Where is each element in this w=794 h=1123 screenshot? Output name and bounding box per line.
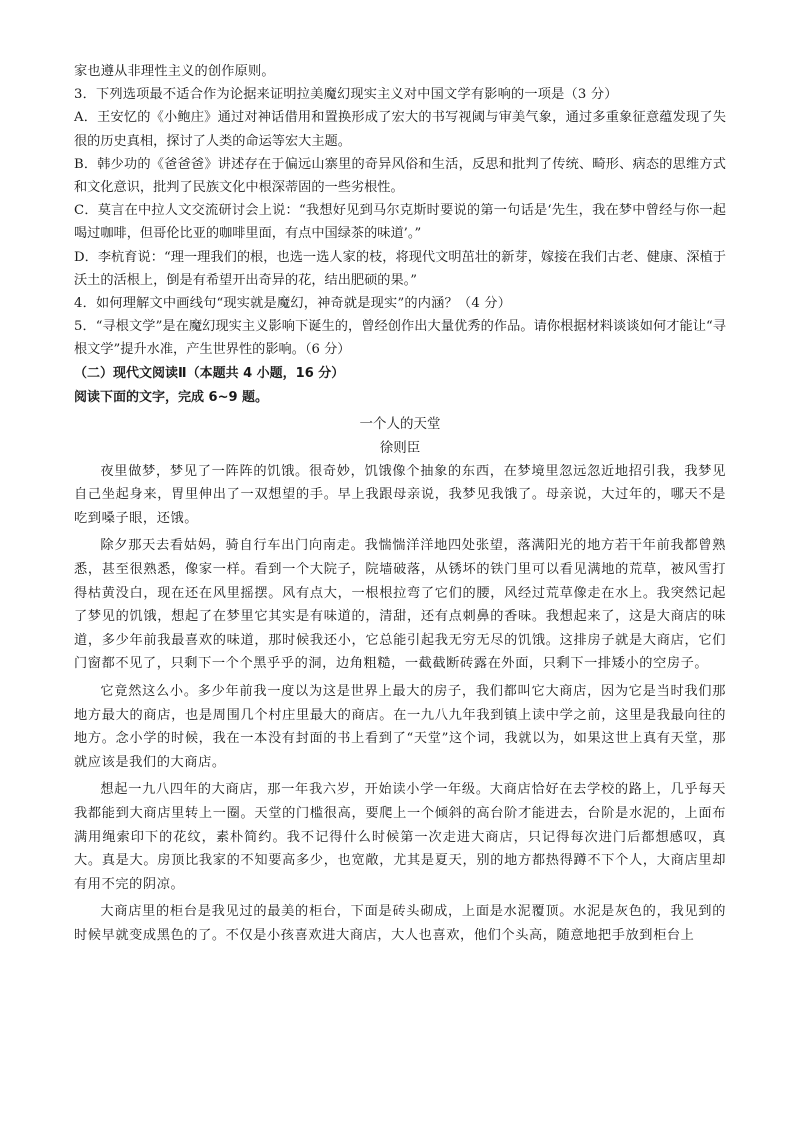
story-title: 一个人的天堂 bbox=[359, 415, 441, 432]
question-3 bbox=[74, 83, 726, 292]
story-paragraph: 它竟然这么小。多少年前我一度以为这是世界上最大的房子，我们都叫它大商店，因为它是当时我们那地方最大的商店，也是周围几个村庄里最大的商店。在一九八九年我到镇上读中学之前，这里是我最向往的地方。念小学的时候，我在一本没有封面的书上看到了“天堂”这个词，我就以为，如果这世上真有天堂，那就应该是我们的大商店。 bbox=[74, 683, 726, 770]
story-author: 徐则臣 bbox=[379, 439, 421, 456]
section-instruction: 阅读下面的文字，完成 6~9 题。 bbox=[74, 389, 269, 405]
story-paragraph: 大商店里的柜台是我见过的最美的柜台，下面是砖头砌成，上面是水泥覆顶。水泥是灰色的，我见到的时候早就变成黑色的了。不仅是小孩喜欢进大商店，大人也喜欢，他们个头高，随意地把手放到柜台上 bbox=[74, 904, 726, 943]
document-page bbox=[74, 60, 726, 952]
option-d: D．李杭育说：“理一理我们的根，也选一选人家的枝，将现代文明茁壮的新芽，嫁接在我们古老、健康、深植于沃土的活根上，倒是有希望开出奇异的花，结出肥硕的果。” bbox=[74, 249, 726, 288]
question-5: 5．“寻根文学”是在魔幻现实主义影响下诞生的，曾经创作出大量优秀的作品。请你根据材料谈谈如何才能让“寻根文学”提升水准，产生世界性的影响。（6 分） bbox=[74, 319, 726, 358]
option-b: B．韩少功的《爸爸爸》讲述存在于偏远山寨里的奇异风俗和生活，反思和批判了传统、畸形、病态的思维方式和文化意识，批判了民族文化中根深蒂固的一些劣根性。 bbox=[74, 156, 726, 196]
option-c: C．莫言在中拉人文交流研讨会上说：“我想好见到马尔克斯时要说的第一句话是‘先生，我在梦中曾经与你一起喝过咖啡，但哥伦比亚的咖啡里面，有点中国绿茶的味道’。” bbox=[74, 203, 726, 242]
question-4: 4．如何理解文中画线句“现实就是魔幻，神奇就是现实”的内涵？（4 分） bbox=[74, 296, 512, 312]
intro-line: 家也遵从非理性主义的创作原则。 bbox=[74, 64, 275, 79]
story-paragraph: 想起一九八四年的大商店，那一年我六岁，开始读小学一年级。大商店恰好在去学校的路上，几乎每天我都能到大商店里转上一圈。天堂的门槛很高，要爬上一个倾斜的高台阶才能进去，台阶是水泥的，上面布满用绳索印下的花纹，素朴简约。我不记得什么时候第一次走进大商店，只记得每次进门后都想感叹，真大。真是大。房顶比我家的不知要高多少，也宽敞，尤其是夏天，别的地方都热得蹲不下个人，大商店里却有用不完的阴凉。 bbox=[74, 782, 726, 892]
story-paragraph: 除夕那天去看姑妈，骑自行车出门向南走。我惴惴洋洋地四处张望，落满阳光的地方若干年前我都曾熟悉，甚至很熟悉，像家一样。看到一个大院子，院墙破落，从锈坏的铁门里可以看见满地的荒草，被风雪打得枯黄没白，现在还在风里摇摆。风有点大，一根根拉弯了它们的腰，风经过荒草像走在水上。我突然记起了梦见的饥饿，想起了在梦里它其实是有味道的，清甜，还有点刺鼻的香味。我想起来了，这是大商店的味道，多少年前我最喜欢的味道，那时候我还小，它总能引起我无穷无尽的饥饿。这排房子就是大商店，它们门窗都不见了，只剩下一个个黑乎乎的洞，边角粗糙，一截截断砖露在外面，只剩下一排矮小的空房子。 bbox=[74, 538, 726, 672]
section-heading: （二）现代文阅读Ⅱ（本题共 4 小题，16 分） bbox=[74, 365, 345, 381]
question-3-stem: 3．下列选项最不适合作为论据来证明拉美魔幻现实主义对中国文学有影响的一项是（3 分） bbox=[74, 87, 618, 103]
story-paragraph: 夜里做梦，梦见了一阵阵的饥饿。很奇妙，饥饿像个抽象的东西，在梦境里忽远忽近地招引我，我梦见自己坐起身来，胃里伸出了一双想望的手。早上我跟母亲说，我梦见我饿了。母亲说，大过年的，哪天不是吃到嗓子眼，还饿。 bbox=[74, 463, 726, 526]
option-a: A．王安忆的《小鲍庄》通过对神话借用和置换形成了宏大的书写视阈与审美气象，通过多重象征意蕴发现了失很的历史真相，探讨了人类的命运等宏大主题。 bbox=[74, 110, 726, 149]
